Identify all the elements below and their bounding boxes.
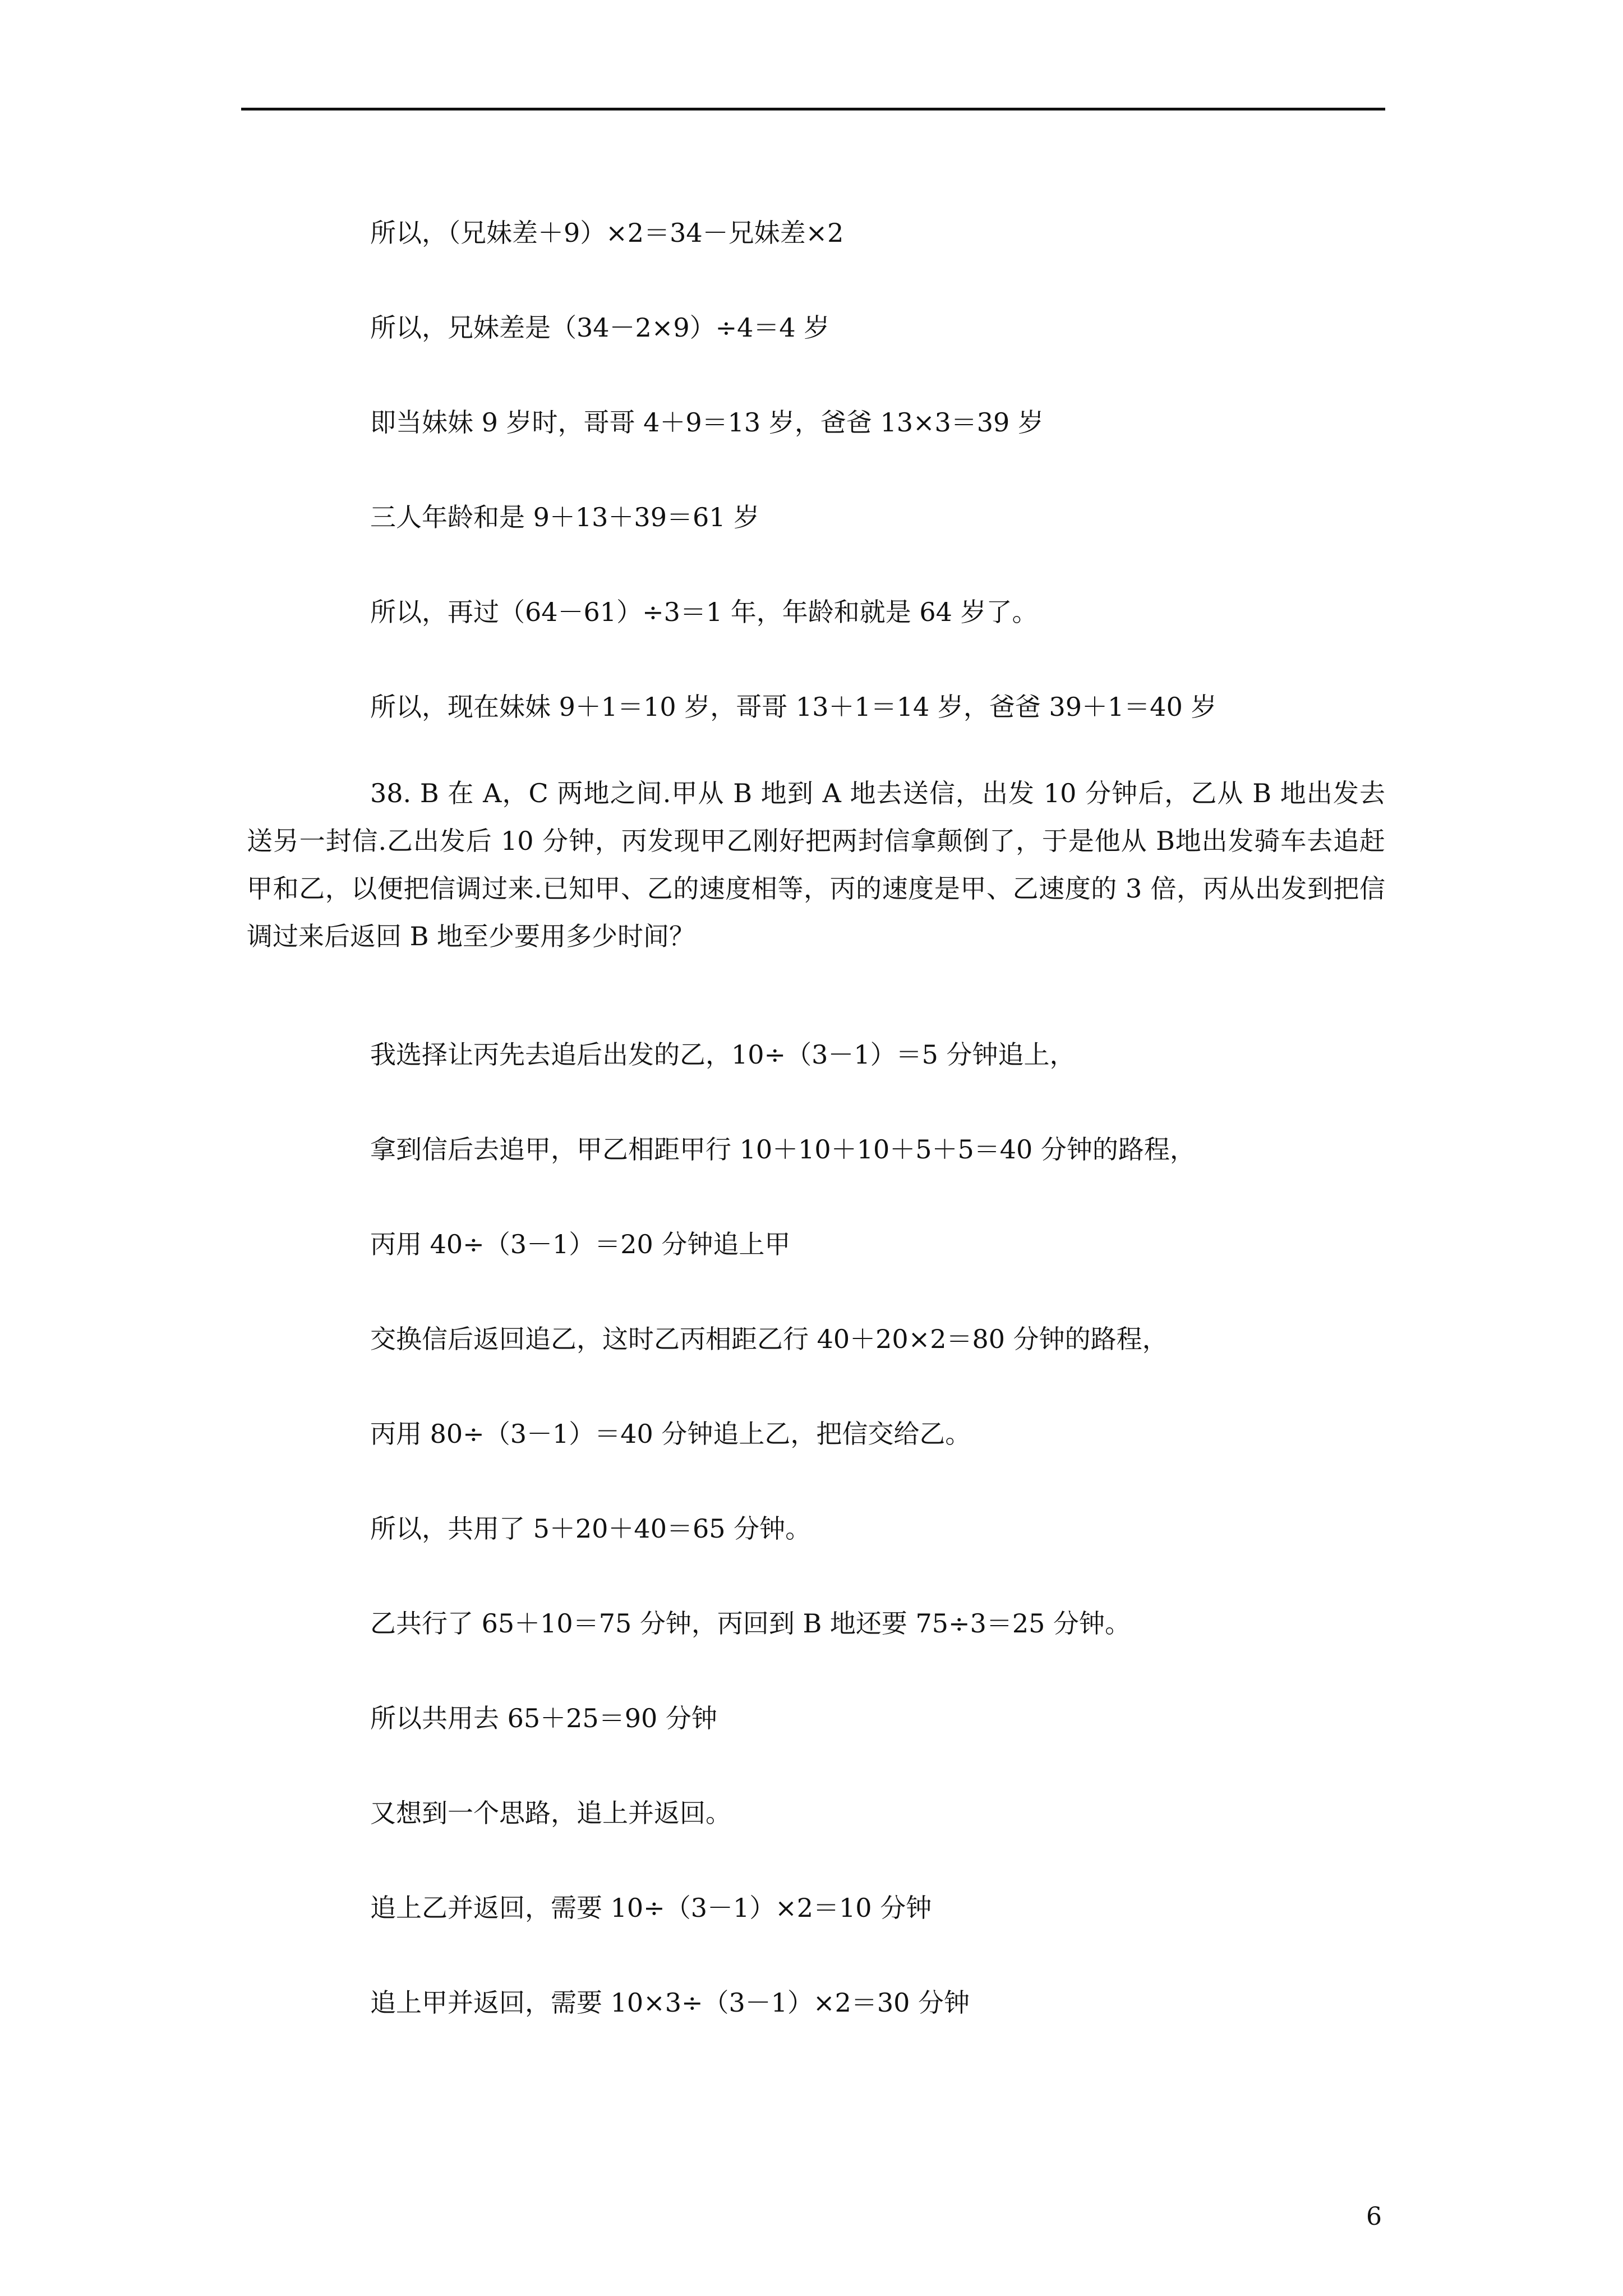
solution-line: 追上甲并返回，需要 10×3÷（3－1）×2＝30 分钟 <box>370 1987 970 2018</box>
solution-line: 丙用 80÷（3－1）＝40 分钟追上乙，把信交给乙。 <box>370 1419 971 1449</box>
solution-line: 交换信后返回追乙，这时乙丙相距乙行 40＋20×2＝80 分钟的路程， <box>370 1324 1168 1354</box>
solution-line: 乙共行了 65＋10＝75 分钟，丙回到 B 地还要 75÷3＝25 分钟。 <box>370 1608 1131 1639</box>
solution-line: 即当妹妹 9 岁时，哥哥 4＋9＝13 岁，爸爸 13×3＝39 岁 <box>370 407 1044 438</box>
solution-line: 拿到信后去追甲，甲乙相距甲行 10＋10＋10＋5＋5＝40 分钟的路程， <box>370 1134 1196 1165</box>
solution-line: 所以，（兄妹差＋9）×2＝34－兄妹差×2 <box>370 218 844 248</box>
solution-line: 丙用 40÷（3－1）＝20 分钟追上甲 <box>370 1229 791 1259</box>
solution-line: 所以，再过（64－61）÷3＝1 年，年龄和就是 64 岁了。 <box>370 597 1038 627</box>
solution-line: 又想到一个思路，追上并返回。 <box>370 1798 731 1828</box>
page-number: 6 <box>1366 2202 1382 2231</box>
solution-line: 三人年龄和是 9＋13＋39＝61 岁 <box>370 502 760 532</box>
header-rule <box>241 108 1385 111</box>
solution-line: 追上乙并返回，需要 10÷（3－1）×2＝10 分钟 <box>370 1893 932 1923</box>
problem-38-statement: 38. B 在 A，C 两地之间.甲从 B 地到 A 地去送信，出发 10 分钟后，乙从 B 地出发去送另一封信.乙出发后 10 分钟，丙发现甲乙刚好把两封信拿颠倒了，于是他从 B地出发骑车去追赶甲和乙，以便把信调过来.已知甲、乙的速度相等，丙的速度是甲、乙速度的 3 倍，丙从出发到把信调过来后返回 B 地至少要用多少时间？ <box>247 778 1385 951</box>
solution-line: 所以共用去 65＋25＝90 分钟 <box>370 1703 717 1733</box>
solution-line: 所以，兄妹差是（34－2×9）÷4＝4 岁 <box>370 312 830 343</box>
solution-line: 我选择让丙先去追后出发的乙，10÷（3－1）＝5 分钟追上， <box>370 1039 1076 1070</box>
solution-line: 所以，共用了 5＋20＋40＝65 分钟。 <box>370 1513 811 1544</box>
solution-line: 所以，现在妹妹 9＋1＝10 岁，哥哥 13＋1＝14 岁，爸爸 39＋1＝40 岁 <box>370 692 1217 722</box>
